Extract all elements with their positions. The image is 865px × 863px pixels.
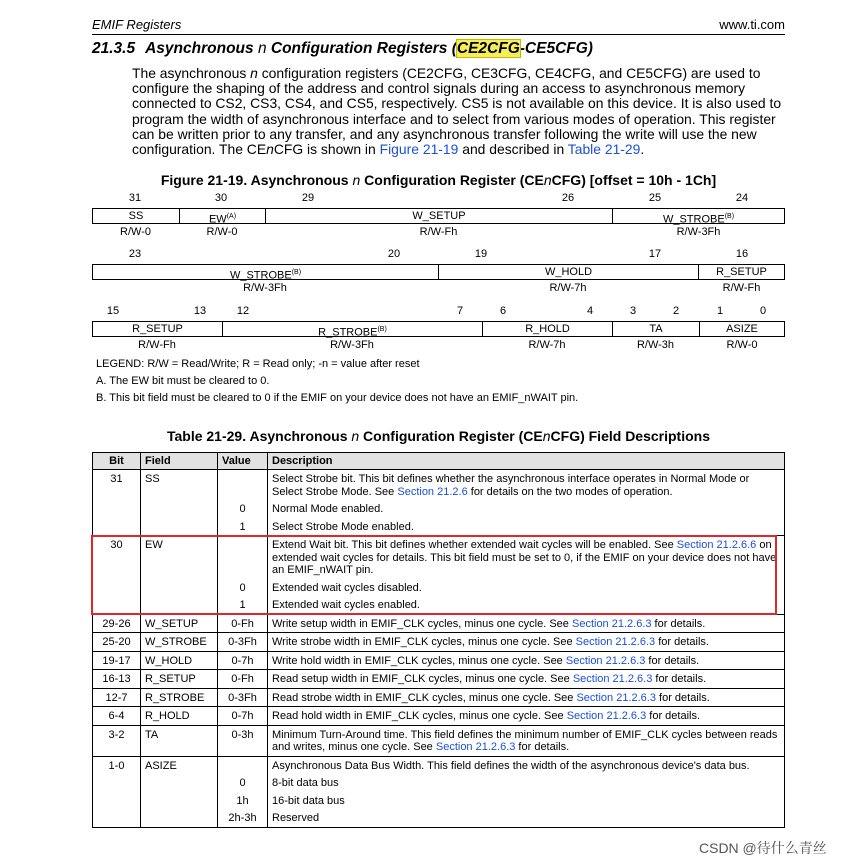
- cell-bit: 3-2: [93, 725, 141, 756]
- cell-description: Read hold width in EMIF_CLK cycles, minus one cycle. See Section 21.2.6.3 for details.: [268, 707, 785, 726]
- cell-description: Read strobe width in EMIF_CLK cycles, minus one cycle. See Section 21.2.6.3 for details.: [268, 688, 785, 707]
- cell-description: Minimum Turn-Around time. This field defines the minimum number of EMIF_CLK cycles between reads and writes, minus one cycle. See Section 21.2.6.3 for details.: [268, 725, 785, 756]
- cell-bit: [93, 774, 141, 792]
- bit-number: 16: [735, 248, 749, 260]
- bit-number: 4: [586, 305, 594, 317]
- cell-field: [141, 809, 218, 827]
- highlighted-text: CE2CFG: [456, 40, 520, 57]
- col-header-value: Value: [218, 453, 268, 470]
- section-title-part: Asynchronous: [145, 40, 258, 57]
- cell-bit: 6-4: [93, 707, 141, 726]
- cell-description: Extended wait cycles enabled.: [268, 596, 785, 614]
- bit-number: 20: [387, 248, 401, 260]
- cell-description: Write strobe width in EMIF_CLK cycles, minus one cycle. See Section 21.2.6.3 for details.: [268, 633, 785, 652]
- cell-bit: [93, 809, 141, 827]
- highlight-box: [91, 535, 777, 615]
- access-value: R/W-7h: [528, 339, 566, 351]
- cell-description: Extend Wait bit. This bit defines whether extended wait cycles will be enabled. See Section 21.2.6.6 on extended wait cycles for details. This bit field must be set to 0, if the EMIF on your device does not have an EMIF_nWAIT pin.: [268, 536, 785, 579]
- field-r-hold: R_HOLD: [483, 322, 613, 336]
- bit-number: 19: [474, 248, 488, 260]
- cell-field: [141, 500, 218, 518]
- cell-bit: 19-17: [93, 651, 141, 670]
- table-row: [93, 774, 785, 792]
- access-value: R/W-3h: [636, 339, 675, 351]
- cell-field: [141, 792, 218, 810]
- access-value: R/W-Fh: [722, 282, 761, 294]
- cell-bit: 31: [93, 470, 141, 501]
- field-w-hold: W_HOLD: [439, 265, 699, 279]
- field-ta: TA: [613, 322, 700, 336]
- bit-number: 17: [648, 248, 662, 260]
- table-row: [93, 614, 785, 633]
- cell-description: 16-bit data bus: [268, 792, 785, 810]
- cell-bit: 12-7: [93, 688, 141, 707]
- cell-field: W_HOLD: [141, 651, 218, 670]
- field-asize: ASIZE: [726, 323, 758, 335]
- field-r-setup: R_SETUP: [93, 322, 223, 336]
- cell-description: 8-bit data bus: [268, 774, 785, 792]
- cell-field: R_HOLD: [141, 707, 218, 726]
- cell-value: 1: [218, 518, 268, 536]
- running-header-title: EMIF Registers: [92, 17, 182, 32]
- cell-value: 0-7h: [218, 707, 268, 726]
- header-rule: [92, 34, 785, 35]
- table-row: [93, 725, 785, 756]
- section-number: 21.3.5: [92, 40, 136, 57]
- bit-number: 30: [214, 192, 228, 204]
- cell-description: Write setup width in EMIF_CLK cycles, minus one cycle. See Section 21.2.6.3 for details.: [268, 614, 785, 633]
- access-value: R/W-0: [120, 226, 151, 238]
- cell-field: W_STROBE: [141, 633, 218, 652]
- table-title: Table 21-29. Asynchronous n Configuration Register (CEnCFG) Field Descriptions: [166, 428, 710, 444]
- cell-field: ASIZE: [141, 756, 218, 774]
- bit-number: 23: [128, 248, 142, 260]
- cell-field: EW: [141, 536, 218, 579]
- cell-description: Select Strobe bit. This bit defines whether the asynchronous interface operates in Normal Mode or Select Strobe Mode. See Section 21.2.6 for details on the two modes of operation.: [268, 470, 785, 501]
- table-row: [93, 792, 785, 810]
- section-link[interactable]: Section 21.2.6.3: [572, 673, 653, 685]
- access-value: R/W-3Fh: [243, 282, 287, 294]
- bit-number: 0: [759, 305, 767, 317]
- bit-number: 7: [456, 305, 464, 317]
- cell-field: [141, 518, 218, 536]
- cell-description: Asynchronous Data Bus Width. This field defines the width of the asynchronous device's data bus.: [268, 756, 785, 774]
- access-value: R/W-0: [726, 339, 758, 351]
- field-description-table: [92, 452, 785, 828]
- cell-description: Reserved: [268, 809, 785, 827]
- bit-number: 2: [672, 305, 680, 317]
- figure-link[interactable]: Figure 21-19: [379, 141, 459, 158]
- cell-description: Extended wait cycles disabled.: [268, 579, 785, 597]
- bit-number: 29: [301, 192, 315, 204]
- cell-value: 0-Fh: [218, 670, 268, 689]
- section-link[interactable]: Section 21.2.6.3: [565, 654, 646, 667]
- section-link[interactable]: Section 21.2.6.3: [435, 741, 516, 753]
- cell-value: 0-7h: [218, 651, 268, 670]
- access-value: R/W-Fh: [419, 226, 458, 238]
- cell-value: 0-Fh: [218, 614, 268, 633]
- cell-field: TA: [141, 725, 218, 756]
- cell-description: Read setup width in EMIF_CLK cycles, minus one cycle. See Section 21.2.6.3 for details.: [268, 670, 785, 689]
- register-row-15-0: [92, 305, 785, 354]
- access-value: R/W-3Fh: [676, 226, 721, 238]
- section-link[interactable]: Section 21.2.6.3: [575, 636, 656, 648]
- field-r-setup: R_SETUP: [716, 266, 767, 278]
- table-row: [93, 756, 785, 774]
- cell-bit: 16-13: [93, 670, 141, 689]
- table-row: [93, 518, 785, 536]
- cell-bit: 25-20: [93, 633, 141, 652]
- section-title-part: -CE5CFG): [519, 40, 593, 57]
- table-row: [93, 670, 785, 689]
- cell-value: 0: [218, 774, 268, 792]
- table-row: [93, 500, 785, 518]
- section-link[interactable]: Section 21.2.6.3: [566, 710, 647, 722]
- cell-value: 1: [218, 596, 268, 614]
- cell-bit: [93, 500, 141, 518]
- cell-bit: 1-0: [93, 756, 141, 774]
- watermark: CSDN @待什么青丝: [699, 840, 827, 856]
- cell-field: SS: [141, 470, 218, 501]
- field-w-setup: W_SETUP: [266, 209, 613, 223]
- note-b: B. This bit field must be cleared to 0 if the EMIF on your device does not have an EMIF_nWAIT pin.: [96, 392, 579, 404]
- cell-bit: 30: [93, 536, 141, 579]
- table-row: [93, 688, 785, 707]
- bit-number: 3: [629, 305, 637, 317]
- bit-number: 6: [499, 305, 507, 317]
- section-link[interactable]: Section 21.2.6.3: [576, 691, 656, 704]
- table-row: [93, 707, 785, 726]
- cell-value: 0-3h: [218, 725, 268, 756]
- col-header-bit: Bit: [93, 453, 141, 470]
- table-row: [93, 809, 785, 827]
- section-title: [92, 40, 593, 58]
- access-value: R/W-3Fh: [330, 339, 374, 351]
- cell-field: [141, 774, 218, 792]
- cell-field: R_SETUP: [141, 670, 218, 689]
- cell-description: Normal Mode enabled.: [268, 500, 785, 518]
- bit-number: 1: [716, 305, 724, 317]
- field-w-strobe: $W\_STROBE^{(B)}$: [662, 213, 735, 226]
- cell-value: 1h: [218, 792, 268, 810]
- bit-number: 12: [236, 305, 250, 317]
- note-a: A. The EW bit must be cleared to 0.: [96, 375, 270, 387]
- bit-number: 24: [735, 192, 749, 204]
- cell-bit: [93, 792, 141, 810]
- field-ss: SS: [93, 209, 180, 223]
- intro-paragraph: The asynchronous n configuration registers (CE2CFG, CE3CFG, CE4CFG, and CE5CFG) are used to configure the shaping of the address and control signals during an access to asynchronous memory connected to CS2, CS3, CS4, and CS5, respectively. CS5 is not available on this device. It is also used to program the width of asynchronous interface and to select from various modes of operation. This register can be written prior to any transfer, and any asynchronous transfer following the write will use the new configuration. The CEnCFG is shown in Figure 21-19 and described in Table 21-29.: [132, 65, 782, 158]
- section-link[interactable]: Section 21.2.6.6: [676, 539, 757, 551]
- table-row: [93, 470, 785, 501]
- section-title-n: n: [257, 40, 267, 57]
- figure-title: Figure 21-19. Asynchronous n Configuration Register (CEnCFG) [offset = 10h - 1Ch]: [160, 172, 717, 188]
- field-w-strobe: $W\_STROBE^{(B)}$: [93, 265, 439, 279]
- bit-number: 25: [648, 192, 662, 204]
- bit-number: 31: [128, 192, 142, 204]
- cell-bit: [93, 518, 141, 536]
- table-link[interactable]: Table 21-29: [567, 141, 641, 158]
- legend: LEGEND: R/W = Read/Write; R = Read only; -n = value after reset: [96, 358, 420, 370]
- bit-number: 15: [106, 305, 120, 317]
- cell-description: Write hold width in EMIF_CLK cycles, minus one cycle. See Section 21.2.6.3 for details.: [268, 651, 785, 670]
- access-value: R/W-Fh: [138, 339, 176, 351]
- cell-field: W_SETUP: [141, 614, 218, 633]
- access-value: R/W-7h: [549, 282, 587, 294]
- cell-bit: 29-26: [93, 614, 141, 633]
- cell-value: 0: [218, 500, 268, 518]
- table-row: [93, 651, 785, 670]
- cell-value: [218, 756, 268, 774]
- field-r-strobe: $R\_STROBE^{(B)}$: [223, 322, 483, 336]
- register-row-23-16: [92, 248, 785, 297]
- cell-value: 0-3Fh: [218, 633, 268, 652]
- running-header-url[interactable]: www.ti.com: [719, 17, 785, 32]
- field-ew: $EW^{(A)}$: [180, 209, 266, 223]
- cell-value: 2h-3h: [218, 809, 268, 827]
- col-header-description: Description: [268, 453, 785, 470]
- cell-description: Select Strobe Mode enabled.: [268, 518, 785, 536]
- cell-value: 0-3Fh: [218, 688, 268, 707]
- register-row-31-24: [92, 192, 785, 241]
- bit-number: 13: [193, 305, 207, 317]
- section-title-part: Configuration Registers (: [266, 40, 457, 57]
- section-link[interactable]: Section 21.2.6.3: [571, 617, 652, 630]
- cell-value: [218, 470, 268, 501]
- table-row: [93, 633, 785, 652]
- bit-number: 26: [561, 192, 575, 204]
- col-header-field: Field: [141, 453, 218, 470]
- section-link[interactable]: Section 21.2.6: [397, 485, 468, 498]
- cell-field: R_STROBE: [141, 688, 218, 707]
- access-value: R/W-0: [206, 226, 238, 238]
- cell-value: 0: [218, 579, 268, 597]
